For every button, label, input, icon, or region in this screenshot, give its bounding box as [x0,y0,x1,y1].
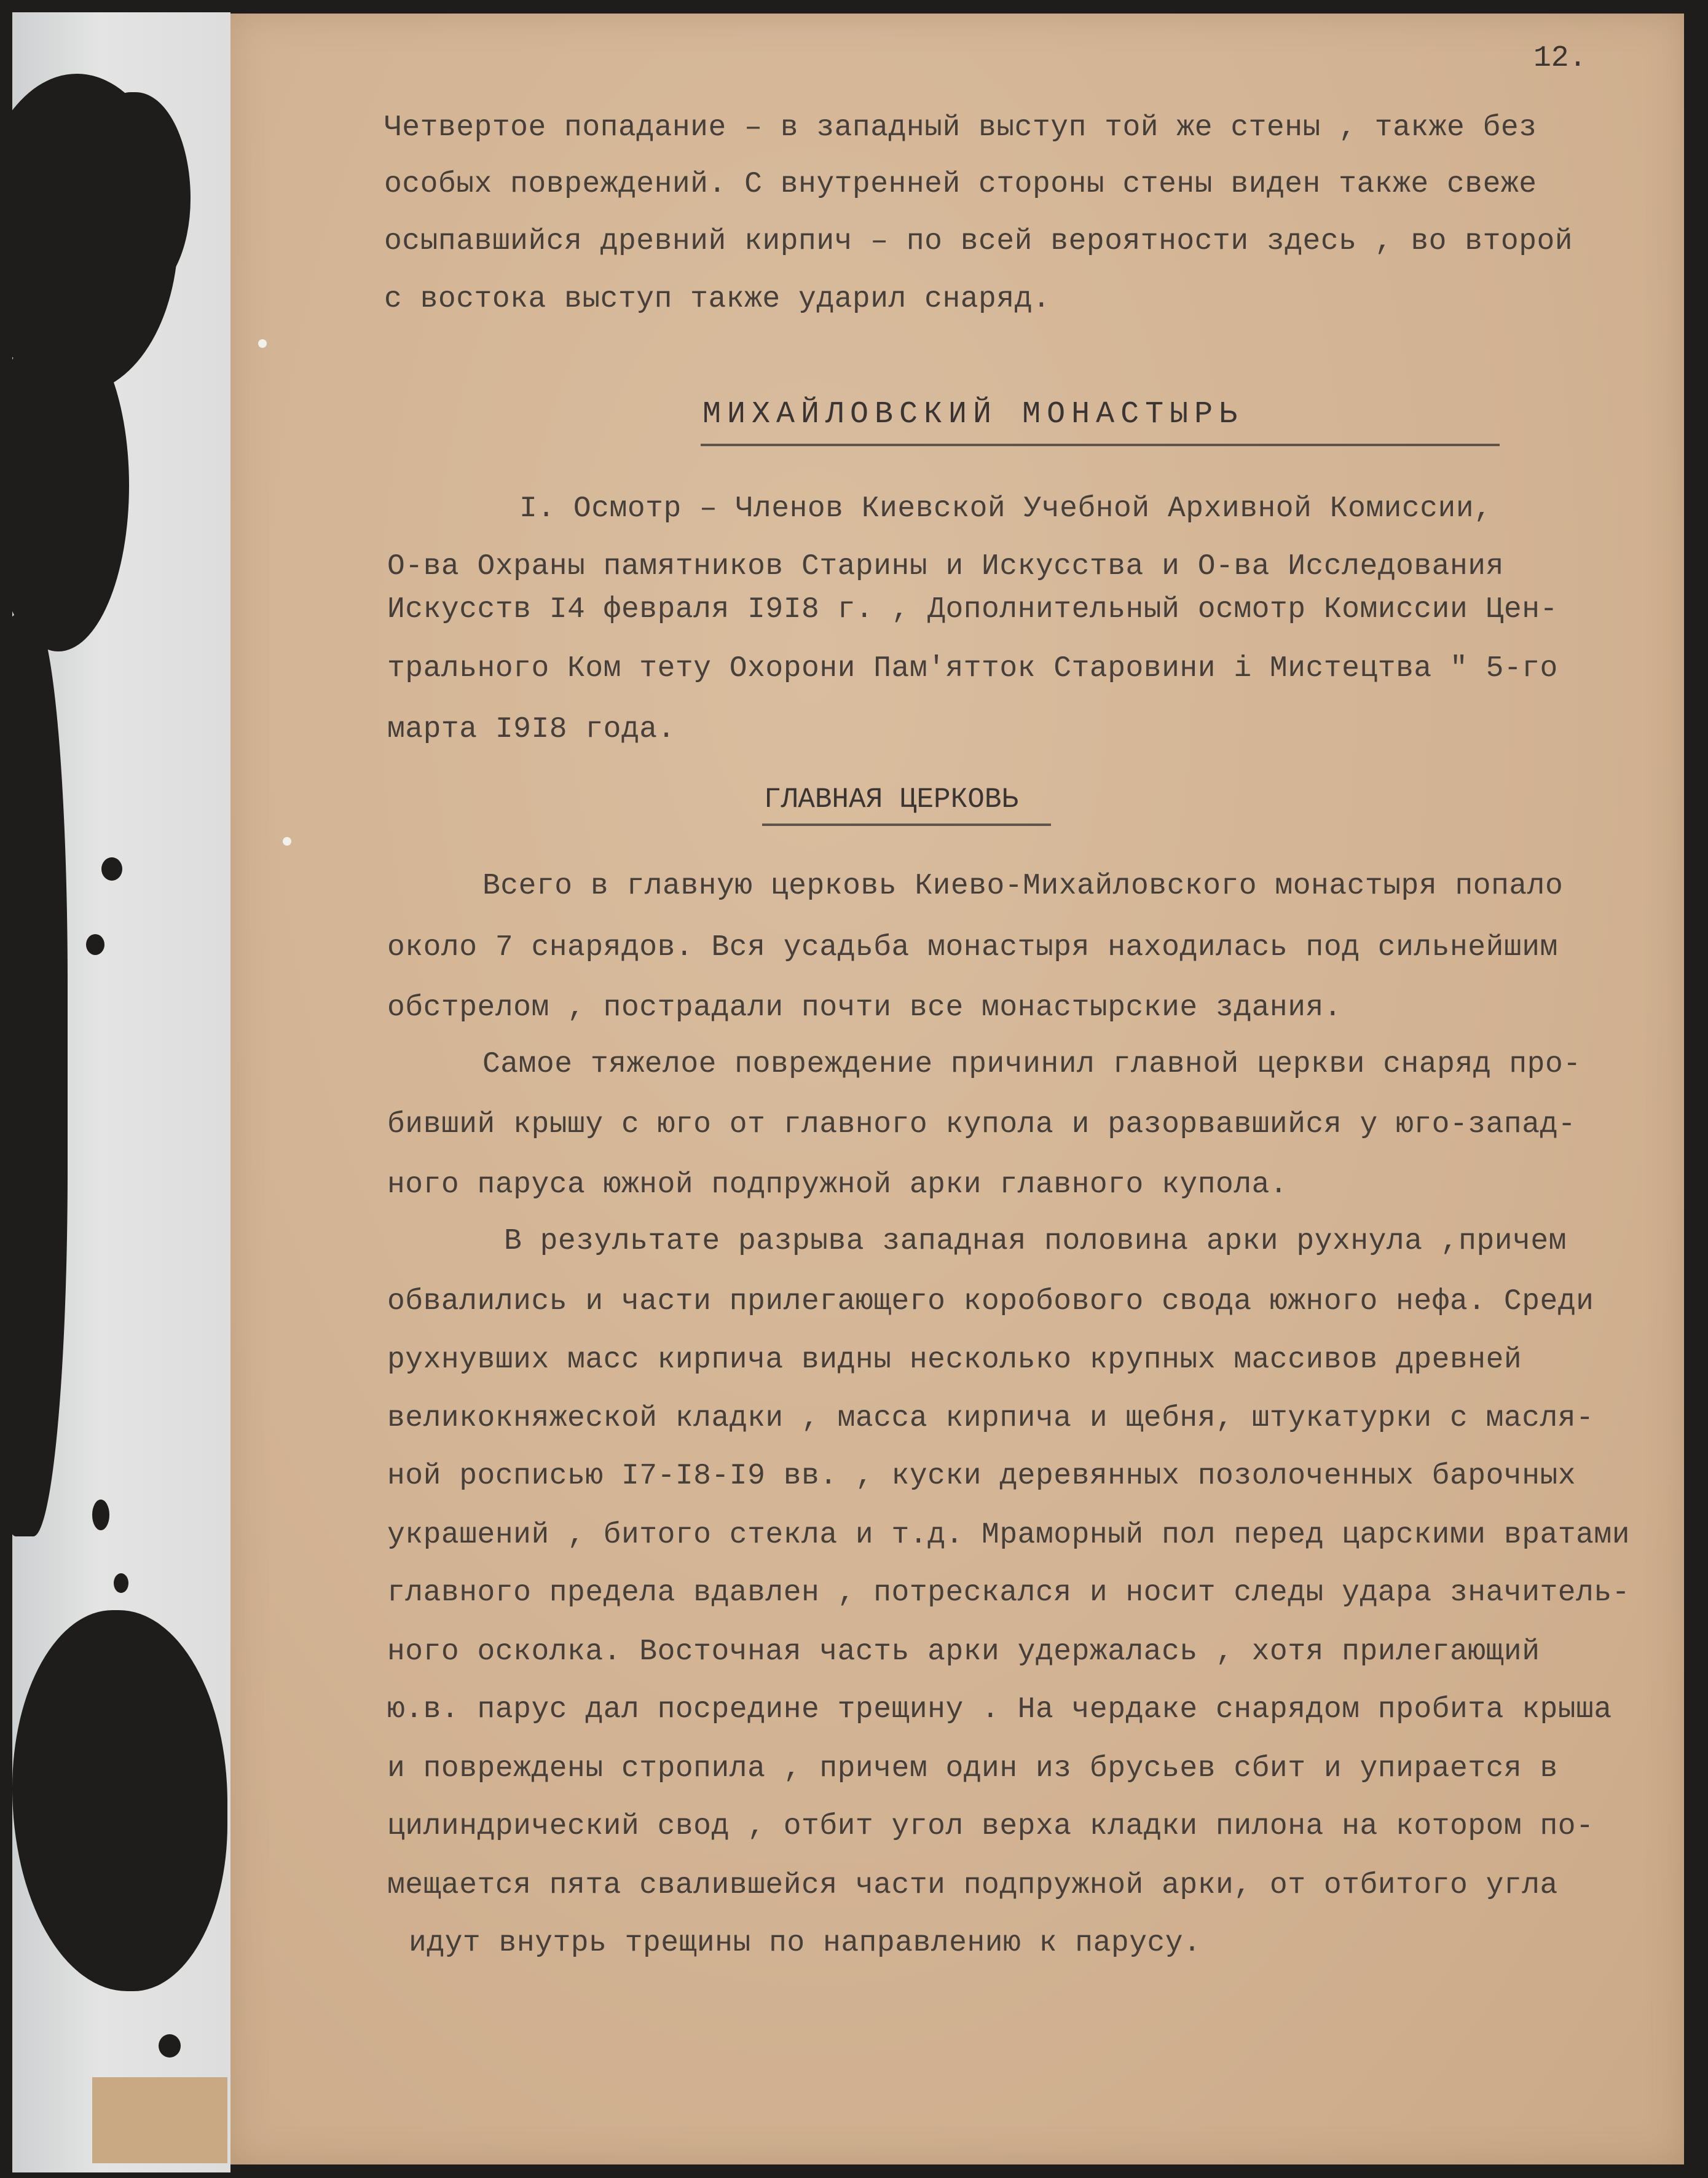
ink-blot [159,2034,181,2058]
text-line: Самое тяжелое повреждение причинил главной церкви снаряд про- [482,1048,1581,1081]
text-line: с востока выступ также ударил снаряд. [384,283,1051,316]
text-line: цилиндрический свод , отбит угол верха кладки пилона на котором по- [387,1810,1594,1843]
text-line: Всего в главную церковь Киево-Михайловского монастыря попало [482,870,1564,903]
text-line: идут внутрь трещины по направлению к парусу. [409,1927,1202,1960]
text-line: марта I9I8 года. [387,713,675,746]
text-line: особых повреждений. С внутренней стороны стены виден также свеже [384,168,1537,201]
text-line: О-ва Охраны памятников Старины и Искусства и О-ва Исследования [387,550,1504,583]
ink-blot [101,857,122,881]
text-line: обстрелом , пострадали почти все монастырские здания. [387,991,1342,1024]
section-heading-church: ГЛАВНАЯ ЦЕРКОВЬ [764,784,1019,816]
paper-speck [258,339,267,348]
text-line: украшений , битого стекла и т.д. Мраморный пол перед царскими вратами [387,1519,1631,1552]
text-line: трального Ком тету Охорони Пам'ятток Старовини і Мистецтва " 5-го [387,652,1558,685]
heading-underline [701,444,1500,446]
paper-speck [283,837,291,846]
section-heading-monastery: МИХАЙЛОВСКИЙ МОНАСТЫРЬ [702,397,1244,432]
text-line: ного паруса южной подпружной арки главного купола. [387,1168,1288,1201]
text-line: великокняжеской кладки , масса кирпича и щебня, штукатурки с масля- [387,1402,1594,1435]
ink-blot [86,934,104,955]
text-line: Четвертое попадание – в западный выступ той же стены , также без [384,111,1537,144]
text-line: осыпавшийся древний кирпич – по всей вероятности здесь , во второй [384,225,1573,258]
text-line: ного осколка. Восточная часть арки удержалась , хотя прилегающий [387,1635,1540,1669]
text-line: ной росписью I7-I8-I9 вв. , куски деревянных позолоченных барочных [387,1460,1576,1493]
ink-blot [92,1659,209,1979]
ink-blot [114,1573,128,1593]
page-number: 12. [1533,42,1587,75]
text-line: I. Осмотр – Членов Киевской Учебной Архивной Комиссии, [519,492,1492,525]
paper-tab [92,2077,227,2163]
ink-blot [0,615,68,1536]
text-line: рухнувших масс кирпича видны несколько крупных массивов древней [387,1343,1522,1377]
heading-underline [762,824,1051,826]
ink-blot [92,1500,109,1530]
text-line: обвалились и части прилегающего коробового свода южного нефа. Среди [387,1285,1594,1318]
text-line: Искусств I4 февраля I9I8 г. , Дополнительный осмотр Комиссии Цен- [387,593,1558,626]
text-line: и повреждены стропила , причем один из брусьев сбит и упирается в [387,1752,1558,1785]
text-line: около 7 снарядов. Вся усадьба монастыря находилась под сильнейшим [387,931,1558,964]
text-line: мещается пята свалившейся части подпружной арки, от отбитого угла [387,1869,1558,1902]
text-line: В результате разрыва западная половина арки рухнула ,причем [504,1225,1567,1258]
text-line: бивший крышу с юго от главного купола и разорвавшийся у юго-запад- [387,1108,1576,1141]
text-line: ю.в. парус дал посредине трещину . На чердаке снарядом пробита крыша [387,1693,1612,1726]
text-line: главного предела вдавлен , потрескался и носит следы удара значитель- [387,1576,1631,1610]
